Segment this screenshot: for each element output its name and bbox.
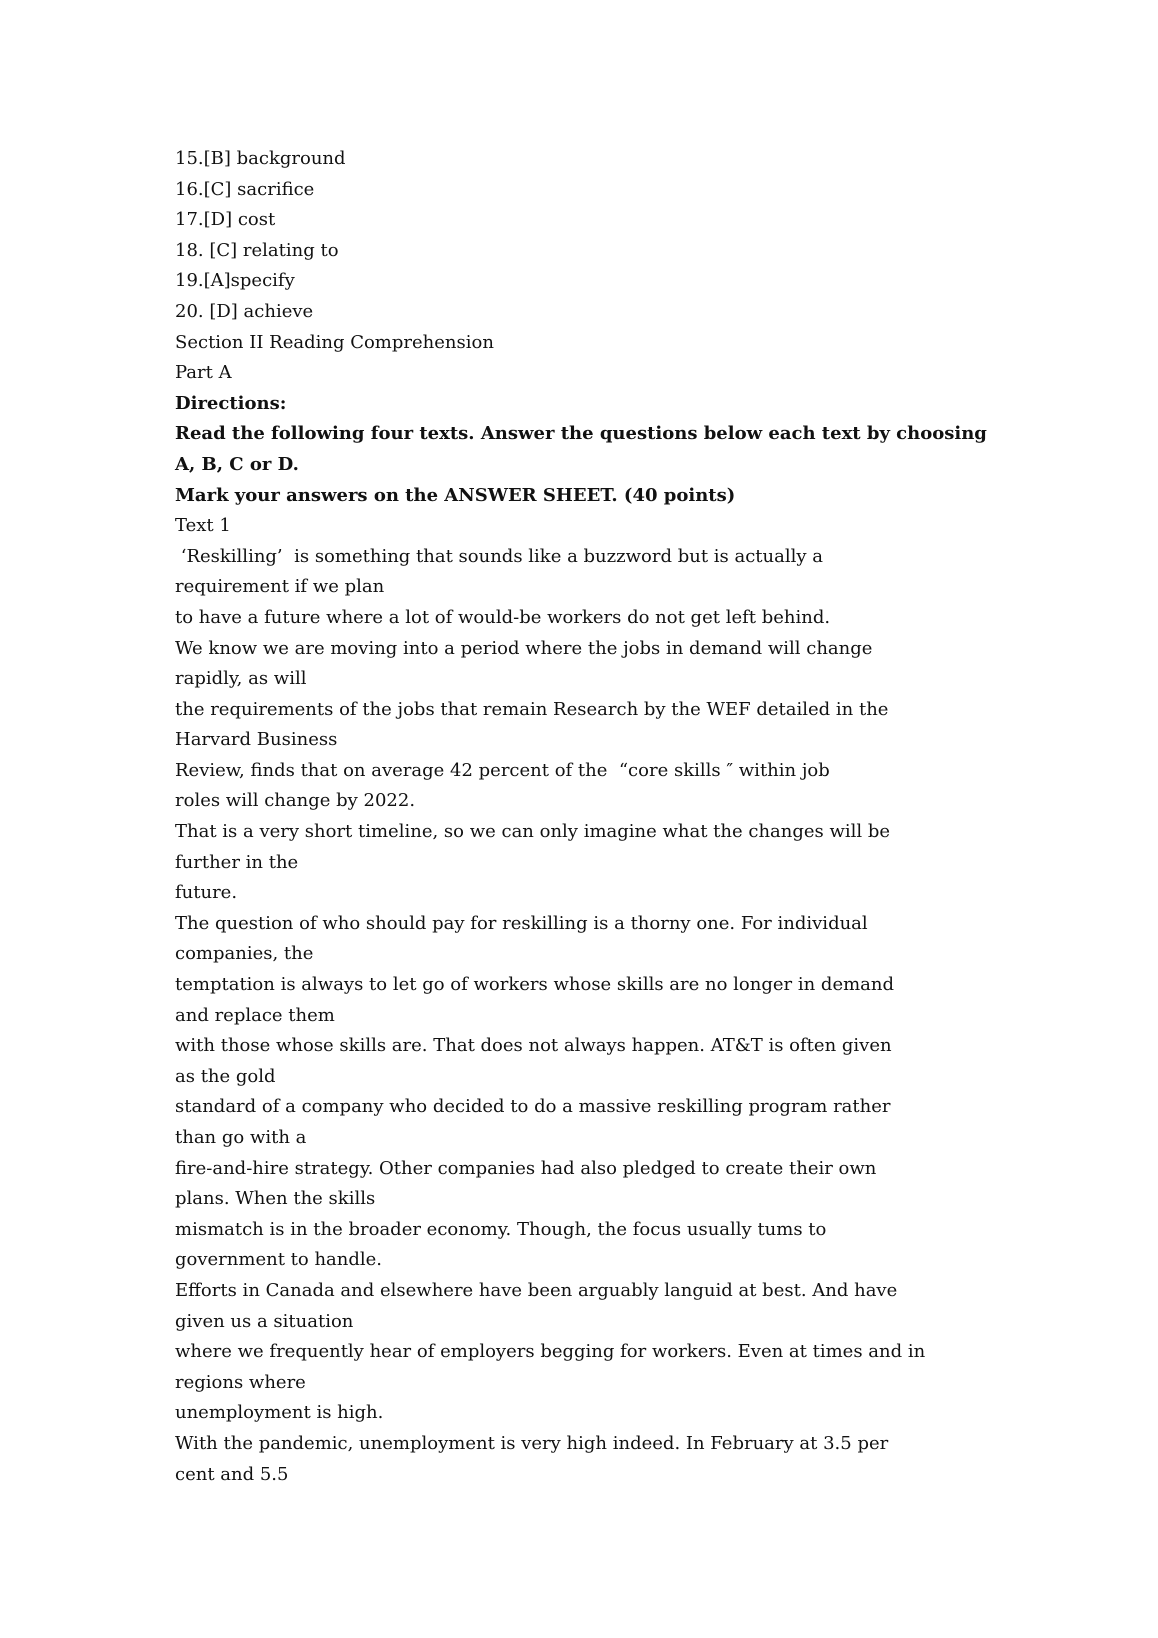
- text-title: Text 1: [175, 515, 231, 537]
- passage-line: fire-and-hire strategy. Other companies had also pledged to create their own: [175, 1157, 877, 1179]
- directions-label: Directions:: [175, 392, 287, 414]
- section-title: Section II Reading Comprehension: [175, 331, 494, 353]
- passage-line: future.: [175, 882, 238, 904]
- answer-item: 20. [D] achieve: [175, 300, 314, 322]
- passage-line: We know we are moving into a period where the jobs in demand will change: [175, 637, 873, 659]
- answer-item: 18. [C] relating to: [175, 239, 339, 261]
- passage-line: requirement if we plan: [175, 576, 385, 598]
- passage-line: further in the: [175, 851, 299, 873]
- passage-line: cent and 5.5: [175, 1463, 289, 1485]
- passage-line: companies, the: [175, 943, 314, 965]
- passage-line: temptation is always to let go of workers whose skills are no longer in demand: [175, 974, 895, 996]
- passage-line: where we frequently hear of employers begging for workers. Even at times and in: [175, 1341, 926, 1363]
- passage-line: ‘Reskilling’ is something that sounds like a buzzword but is actually a: [175, 545, 823, 567]
- passage-line: government to handle.: [175, 1249, 383, 1271]
- passage-line: Review, finds that on average 42 percent of the “core skills ″ within job: [175, 759, 830, 781]
- passage-line: to have a future where a lot of would-be workers do not get left behind.: [175, 606, 831, 628]
- passage-line: Efforts in Canada and elsewhere have been arguably languid at best. And have: [175, 1279, 898, 1301]
- document-page: [175, 144, 1015, 1490]
- passage-line: regions where: [175, 1371, 306, 1393]
- passage-line: The question of who should pay for reskilling is a thorny one. For individual: [175, 912, 868, 934]
- passage-line: That is a very short timeline, so we can only imagine what the changes will be: [175, 821, 891, 843]
- passage-line: with those whose skills are. That does not always happen. AT&T is often given: [175, 1035, 892, 1057]
- passage-line: the requirements of the jobs that remain Research by the WEF detailed in the: [175, 698, 889, 720]
- passage-line: roles will change by 2022.: [175, 790, 416, 812]
- passage-line: With the pandemic, unemployment is very high indeed. In February at 3.5 per: [175, 1432, 889, 1454]
- directions-line: A, B, C or D.: [175, 453, 299, 475]
- passage-line: mismatch is in the broader economy. Though, the focus usually tums to: [175, 1218, 827, 1240]
- passage-line: as the gold: [175, 1065, 276, 1087]
- answer-item: 16.[C] sacrifice: [175, 178, 315, 200]
- passage-line: than go with a: [175, 1127, 307, 1148]
- directions-line: Read the following four texts. Answer the questions below each text by choosing: [175, 423, 987, 445]
- answer-item: 17.[D] cost: [175, 209, 276, 231]
- passage-line: standard of a company who decided to do a massive reskilling program rather: [175, 1096, 891, 1118]
- part-title: Part A: [175, 362, 232, 384]
- passage-line: Harvard Business: [175, 729, 338, 751]
- passage-line: and replace them: [175, 1004, 335, 1026]
- directions-text: [175, 419, 1015, 511]
- passage-body: [175, 542, 1015, 1490]
- passage-line: given us a situation: [175, 1310, 354, 1332]
- directions-line: Mark your answers on the ANSWER SHEET. (40 points): [175, 484, 736, 506]
- answer-item: 19.[A]specify: [175, 270, 295, 292]
- passage-line: unemployment is high.: [175, 1402, 384, 1424]
- answer-item: 15.[B] background: [175, 148, 346, 169]
- passage-line: rapidly, as will: [175, 668, 307, 690]
- passage-line: plans. When the skills: [175, 1188, 376, 1210]
- answer-list: [175, 144, 1015, 328]
